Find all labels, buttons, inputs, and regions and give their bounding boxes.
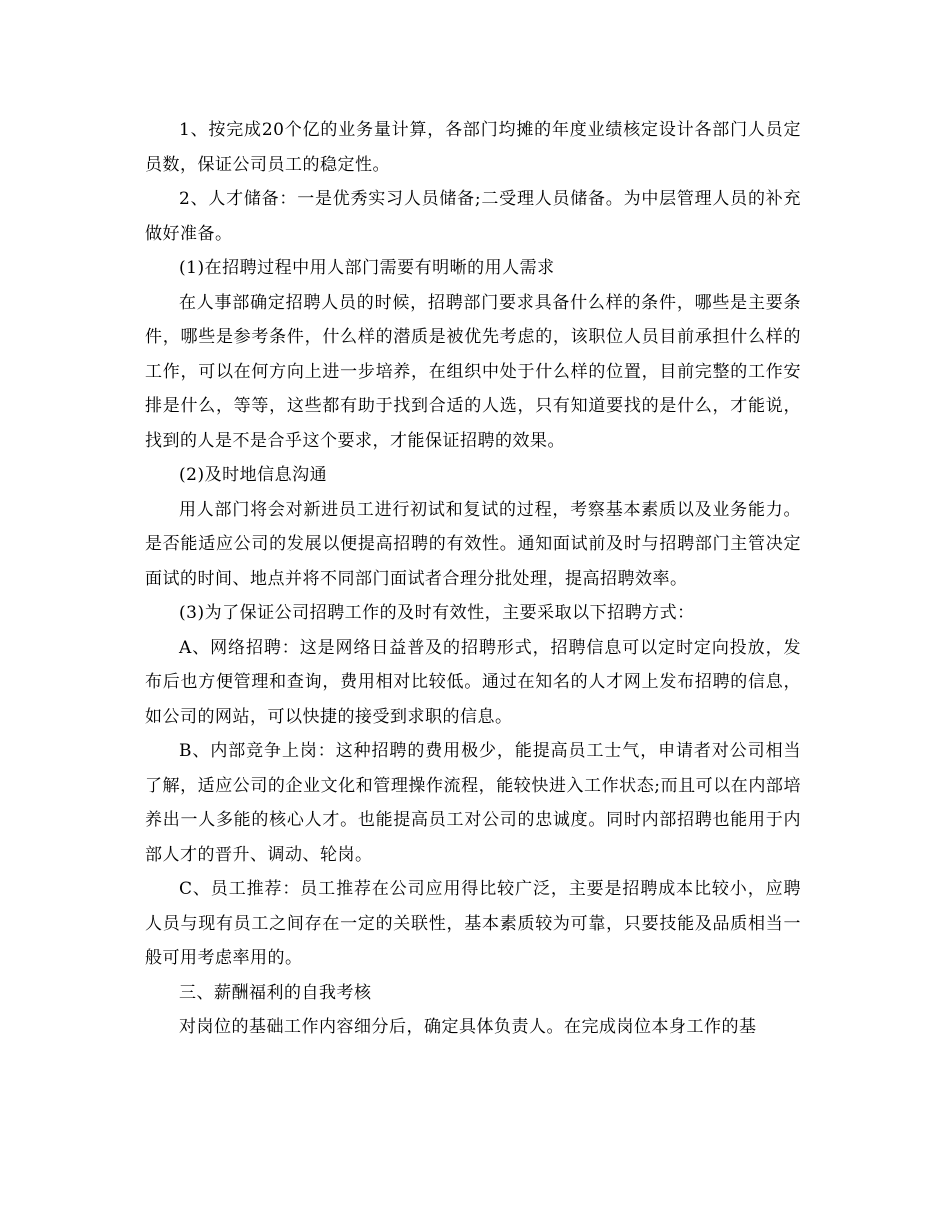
paragraph-staffing-quota: 1、按完成20个亿的业务量计算，各部门均摊的年度业绩核定设计各部门人员定员数，保证公司员工的稳定性。 <box>145 120 801 175</box>
paragraph-heading-communication: (2)及时地信息沟通 <box>179 465 328 485</box>
paragraph-hiring-needs: 在人事部确定招聘人员的时候，招聘部门要求具备什么样的条件，哪些是主要条件，哪些是参考条件，什么样的潜质是被优先考虑的，该职位人员目前承担什么样的工作，可以在何方向上进一步培养，在组织中处于什么样的位置，目前完整的工作安排是什么，等等，这些都有助于找到合适的人选，只有知道要找的是什么，才能说，找到的人是不是合乎这个要求，才能保证招聘的效果。 <box>145 292 801 451</box>
paragraph-heading-compensation: 三、薪酬福利的自我考核 <box>179 982 372 1003</box>
paragraph-compensation: 对岗位的基础工作内容细分后，确定具体负责人。在完成岗位本身工作的基 <box>179 1017 757 1037</box>
paragraph-communication: 用人部门将会对新进员工进行初试和复试的过程，考察基本素质以及业务能力。是否能适应公司的发展以便提高招聘的有效性。通知面试前及时与招聘部门主管决定面试的时间、地点并将不同部门面试者合理分批处理，提高招聘效率。 <box>145 499 801 589</box>
paragraph-heading-methods: (3)为了保证公司招聘工作的及时有效性，主要采取以下招聘方式： <box>179 603 695 623</box>
paragraph-online-recruiting: A、网络招聘：这是网络日益普及的招聘形式，招聘信息可以定时定向投放，发布后也方便管理和查询，费用相对比较低。通过在知名的人才网上发布招聘的信息，如公司的网站，可以快捷的接受到求职的信息。 <box>145 637 801 727</box>
paragraph-internal-competition: B、内部竞争上岗：这种招聘的费用极少，能提高员工士气，申请者对公司相当了解，适应公司的企业文化和管理操作流程，能较快进入工作状态;而且可以在内部培养出一人多能的核心人才。也能提高员工对公司的忠诚度。同时内部招聘也能用于内部人才的晋升、调动、轮岗。 <box>145 741 801 865</box>
document-body <box>145 113 801 1045</box>
paragraph-heading-hiring-needs: (1)在招聘过程中用人部门需要有明晰的用人需求 <box>179 258 555 278</box>
paragraph-talent-reserve: 2、人才储备：一是优秀实习人员储备;二受理人员储备。为中层管理人员的补充做好准备。 <box>145 189 801 244</box>
paragraph-employee-referral: C、员工推荐：员工推荐在公司应用得比较广泛，主要是招聘成本比较小，应聘人员与现有员工之间存在一定的关联性，基本素质较为可靠，只要技能及品质相当一般可用考虑率用的。 <box>145 879 801 968</box>
